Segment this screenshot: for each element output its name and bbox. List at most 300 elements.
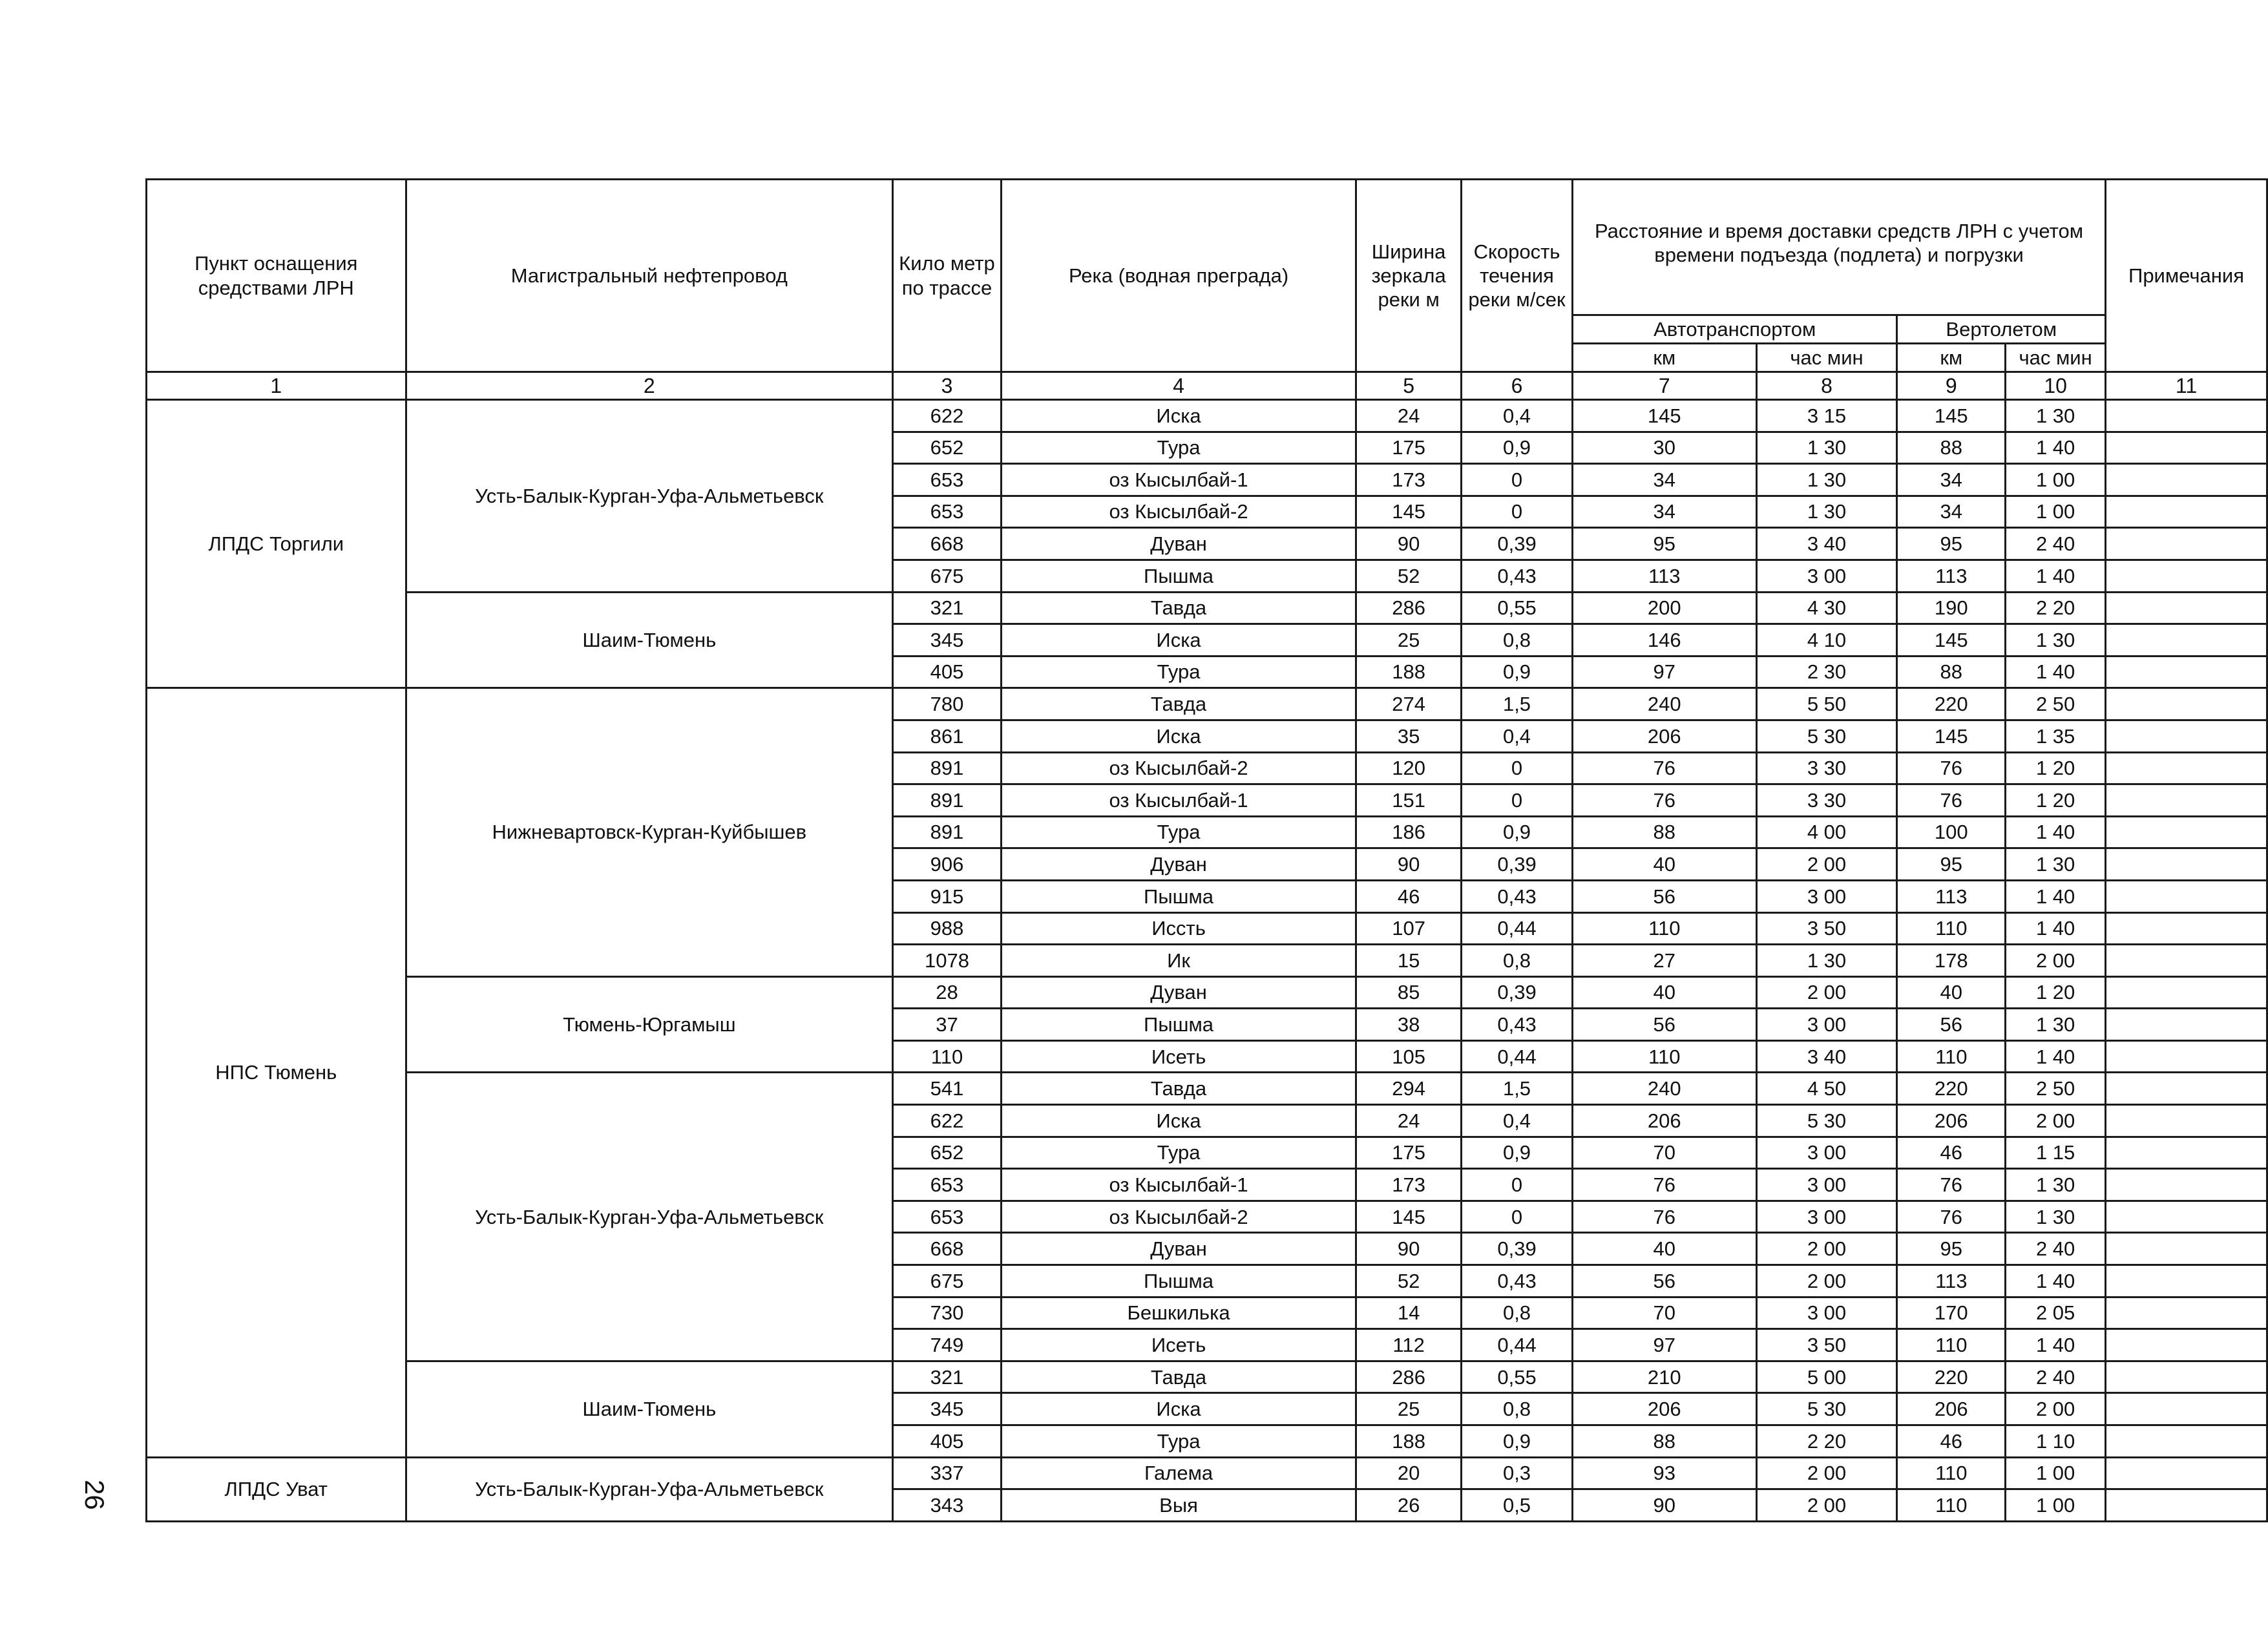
cell-auto-km: 88 bbox=[1572, 816, 1756, 848]
cell-river: Бешкилька bbox=[1001, 1297, 1356, 1329]
cell-speed: 0,43 bbox=[1462, 560, 1573, 592]
cell-pipeline: Шаим-Тюмень bbox=[406, 1361, 893, 1457]
cell-auto-time: 3 40 bbox=[1756, 1040, 1897, 1073]
cell-auto-km: 34 bbox=[1572, 496, 1756, 528]
cell-km: 652 bbox=[893, 432, 1002, 464]
cell-river: Исеть bbox=[1001, 1040, 1356, 1073]
cell-auto-time: 5 00 bbox=[1756, 1361, 1897, 1393]
cell-river: Дуван bbox=[1001, 976, 1356, 1009]
cell-heli-time: 2 00 bbox=[2006, 945, 2106, 977]
cell-auto-km: 93 bbox=[1572, 1457, 1756, 1489]
cell-river: Тавда bbox=[1001, 592, 1356, 624]
cell-auto-time: 2 00 bbox=[1756, 848, 1897, 881]
header-distance-group: Расстояние и время доставки средств ЛРН с учетом времени подъезда (подлета) и погрузки bbox=[1572, 180, 2105, 315]
cell-river: оз Кысылбай-2 bbox=[1001, 1201, 1356, 1233]
cell-speed: 0,9 bbox=[1462, 432, 1573, 464]
cell-auto-time: 1 30 bbox=[1756, 464, 1897, 496]
cell-pipeline: Усть-Балык-Курган-Уфа-Альметьевск bbox=[406, 400, 893, 593]
cell-heli-time: 2 50 bbox=[2006, 1073, 2106, 1105]
cell-km: 780 bbox=[893, 688, 1002, 720]
cell-heli-time: 1 35 bbox=[2006, 720, 2106, 752]
header-auto: Автотранспортом bbox=[1572, 315, 1896, 344]
cell-speed: 0,55 bbox=[1462, 592, 1573, 624]
cell-heli-time: 1 30 bbox=[2006, 1201, 2106, 1233]
cell-width: 24 bbox=[1356, 400, 1462, 432]
cell-heli-km: 145 bbox=[1897, 624, 2006, 656]
cell-heli-time: 1 40 bbox=[2006, 1040, 2106, 1073]
cell-notes bbox=[2106, 688, 2267, 720]
cell-auto-time: 1 30 bbox=[1756, 945, 1897, 977]
cell-auto-km: 34 bbox=[1572, 464, 1756, 496]
cell-width: 90 bbox=[1356, 848, 1462, 881]
header-point: Пункт оснащения средствами ЛРН bbox=[147, 180, 406, 372]
cell-heli-km: 95 bbox=[1897, 528, 2006, 560]
cell-heli-time: 1 40 bbox=[2006, 560, 2106, 592]
cell-km: 988 bbox=[893, 912, 1002, 945]
cell-width: 38 bbox=[1356, 1009, 1462, 1041]
cell-heli-km: 100 bbox=[1897, 816, 2006, 848]
cell-heli-time: 1 30 bbox=[2006, 624, 2106, 656]
cell-speed: 0,39 bbox=[1462, 528, 1573, 560]
cell-auto-time: 2 00 bbox=[1756, 1489, 1897, 1522]
cell-heli-km: 76 bbox=[1897, 784, 2006, 817]
cell-heli-time: 1 00 bbox=[2006, 1457, 2106, 1489]
cell-notes bbox=[2106, 848, 2267, 881]
cell-river: Иска bbox=[1001, 400, 1356, 432]
table-row bbox=[147, 592, 2267, 624]
cell-notes bbox=[2106, 1361, 2267, 1393]
column-number: 3 bbox=[893, 372, 1002, 400]
cell-heli-km: 46 bbox=[1897, 1137, 2006, 1169]
cell-notes bbox=[2106, 1009, 2267, 1041]
cell-width: 20 bbox=[1356, 1457, 1462, 1489]
cell-auto-km: 146 bbox=[1572, 624, 1756, 656]
cell-auto-km: 76 bbox=[1572, 1201, 1756, 1233]
cell-heli-km: 95 bbox=[1897, 848, 2006, 881]
column-number: 6 bbox=[1462, 372, 1573, 400]
cell-speed: 0,39 bbox=[1462, 1233, 1573, 1265]
cell-heli-km: 190 bbox=[1897, 592, 2006, 624]
cell-river: оз Кысылбай-1 bbox=[1001, 464, 1356, 496]
cell-km: 861 bbox=[893, 720, 1002, 752]
cell-km: 891 bbox=[893, 752, 1002, 784]
cell-auto-km: 40 bbox=[1572, 976, 1756, 1009]
cell-heli-km: 113 bbox=[1897, 880, 2006, 912]
cell-speed: 0,39 bbox=[1462, 848, 1573, 881]
cell-auto-km: 40 bbox=[1572, 848, 1756, 881]
cell-auto-km: 56 bbox=[1572, 880, 1756, 912]
cell-river: оз Кысылбай-2 bbox=[1001, 752, 1356, 784]
cell-heli-km: 56 bbox=[1897, 1009, 2006, 1041]
cell-width: 112 bbox=[1356, 1329, 1462, 1361]
cell-heli-km: 46 bbox=[1897, 1425, 2006, 1458]
column-number: 7 bbox=[1572, 372, 1756, 400]
cell-auto-time: 3 00 bbox=[1756, 880, 1897, 912]
cell-heli-time: 1 40 bbox=[2006, 432, 2106, 464]
oil-spill-response-table bbox=[145, 178, 2268, 1522]
cell-km: 622 bbox=[893, 400, 1002, 432]
cell-heli-km: 206 bbox=[1897, 1105, 2006, 1137]
cell-river: Тавда bbox=[1001, 1361, 1356, 1393]
cell-km: 1078 bbox=[893, 945, 1002, 977]
cell-heli-km: 113 bbox=[1897, 560, 2006, 592]
cell-notes bbox=[2106, 1040, 2267, 1073]
cell-km: 675 bbox=[893, 1265, 1002, 1297]
cell-heli-time: 1 40 bbox=[2006, 816, 2106, 848]
cell-auto-time: 3 00 bbox=[1756, 560, 1897, 592]
cell-auto-km: 30 bbox=[1572, 432, 1756, 464]
cell-auto-time: 1 30 bbox=[1756, 496, 1897, 528]
cell-width: 105 bbox=[1356, 1040, 1462, 1073]
cell-auto-time: 5 30 bbox=[1756, 1105, 1897, 1137]
cell-width: 145 bbox=[1356, 496, 1462, 528]
cell-km: 891 bbox=[893, 816, 1002, 848]
cell-heli-km: 110 bbox=[1897, 1329, 2006, 1361]
cell-auto-km: 97 bbox=[1572, 1329, 1756, 1361]
cell-notes bbox=[2106, 1169, 2267, 1201]
cell-width: 46 bbox=[1356, 880, 1462, 912]
cell-notes bbox=[2106, 496, 2267, 528]
cell-auto-time: 4 50 bbox=[1756, 1073, 1897, 1105]
header-heli-time: час мин bbox=[2006, 344, 2106, 372]
cell-width: 294 bbox=[1356, 1073, 1462, 1105]
column-number: 4 bbox=[1001, 372, 1356, 400]
cell-heli-km: 34 bbox=[1897, 464, 2006, 496]
cell-auto-km: 95 bbox=[1572, 528, 1756, 560]
cell-auto-time: 1 30 bbox=[1756, 432, 1897, 464]
column-number-row bbox=[147, 372, 2267, 400]
cell-river: Тура bbox=[1001, 432, 1356, 464]
table-row bbox=[147, 1361, 2267, 1393]
cell-heli-time: 1 40 bbox=[2006, 1265, 2106, 1297]
cell-speed: 0 bbox=[1462, 784, 1573, 817]
cell-river: Иссть bbox=[1001, 912, 1356, 945]
cell-heli-time: 1 20 bbox=[2006, 976, 2106, 1009]
cell-river: Тура bbox=[1001, 656, 1356, 688]
cell-km: 622 bbox=[893, 1105, 1002, 1137]
cell-heli-time: 2 40 bbox=[2006, 1233, 2106, 1265]
cell-notes bbox=[2106, 1425, 2267, 1458]
cell-notes bbox=[2106, 816, 2267, 848]
cell-km: 668 bbox=[893, 528, 1002, 560]
cell-notes bbox=[2106, 945, 2267, 977]
cell-width: 186 bbox=[1356, 816, 1462, 848]
cell-river: Иска bbox=[1001, 1393, 1356, 1425]
cell-speed: 0,9 bbox=[1462, 656, 1573, 688]
cell-notes bbox=[2106, 1233, 2267, 1265]
cell-speed: 0 bbox=[1462, 496, 1573, 528]
cell-speed: 0,39 bbox=[1462, 976, 1573, 1009]
cell-auto-km: 40 bbox=[1572, 1233, 1756, 1265]
cell-point: ЛПДС Уват bbox=[147, 1457, 406, 1521]
cell-heli-time: 2 20 bbox=[2006, 592, 2106, 624]
cell-heli-time: 1 15 bbox=[2006, 1137, 2106, 1169]
cell-notes bbox=[2106, 656, 2267, 688]
cell-heli-time: 2 40 bbox=[2006, 528, 2106, 560]
cell-km: 653 bbox=[893, 1169, 1002, 1201]
cell-width: 188 bbox=[1356, 656, 1462, 688]
cell-river: Выя bbox=[1001, 1489, 1356, 1522]
cell-km: 541 bbox=[893, 1073, 1002, 1105]
cell-speed: 0,4 bbox=[1462, 400, 1573, 432]
cell-notes bbox=[2106, 976, 2267, 1009]
cell-speed: 0 bbox=[1462, 1169, 1573, 1201]
cell-river: Дуван bbox=[1001, 848, 1356, 881]
cell-river: Тавда bbox=[1001, 688, 1356, 720]
cell-notes bbox=[2106, 1457, 2267, 1489]
cell-heli-time: 1 40 bbox=[2006, 1329, 2106, 1361]
cell-width: 274 bbox=[1356, 688, 1462, 720]
cell-heli-time: 1 30 bbox=[2006, 1009, 2106, 1041]
cell-notes bbox=[2106, 432, 2267, 464]
cell-width: 52 bbox=[1356, 1265, 1462, 1297]
cell-km: 906 bbox=[893, 848, 1002, 881]
cell-heli-km: 145 bbox=[1897, 400, 2006, 432]
cell-river: Галема bbox=[1001, 1457, 1356, 1489]
cell-speed: 0,43 bbox=[1462, 1009, 1573, 1041]
cell-speed: 0,4 bbox=[1462, 1105, 1573, 1137]
header-pipeline: Магистральный нефтепровод bbox=[406, 180, 893, 372]
cell-width: 26 bbox=[1356, 1489, 1462, 1522]
cell-auto-time: 3 00 bbox=[1756, 1137, 1897, 1169]
cell-auto-km: 240 bbox=[1572, 688, 1756, 720]
cell-width: 90 bbox=[1356, 528, 1462, 560]
cell-width: 175 bbox=[1356, 1137, 1462, 1169]
column-number: 8 bbox=[1756, 372, 1897, 400]
cell-notes bbox=[2106, 400, 2267, 432]
cell-speed: 0,8 bbox=[1462, 624, 1573, 656]
cell-heli-time: 2 05 bbox=[2006, 1297, 2106, 1329]
cell-river: Исеть bbox=[1001, 1329, 1356, 1361]
cell-heli-km: 170 bbox=[1897, 1297, 2006, 1329]
cell-river: Дуван bbox=[1001, 528, 1356, 560]
cell-width: 286 bbox=[1356, 1361, 1462, 1393]
cell-auto-km: 110 bbox=[1572, 912, 1756, 945]
cell-auto-time: 3 30 bbox=[1756, 752, 1897, 784]
cell-km: 343 bbox=[893, 1489, 1002, 1522]
cell-river: Пышма bbox=[1001, 1009, 1356, 1041]
cell-km: 37 bbox=[893, 1009, 1002, 1041]
cell-auto-time: 3 00 bbox=[1756, 1201, 1897, 1233]
cell-heli-time: 1 00 bbox=[2006, 1489, 2106, 1522]
cell-heli-km: 88 bbox=[1897, 432, 2006, 464]
cell-notes bbox=[2106, 1105, 2267, 1137]
cell-river: оз Кысылбай-1 bbox=[1001, 784, 1356, 817]
cell-km: 891 bbox=[893, 784, 1002, 817]
cell-heli-time: 1 40 bbox=[2006, 656, 2106, 688]
cell-speed: 0 bbox=[1462, 1201, 1573, 1233]
cell-km: 653 bbox=[893, 1201, 1002, 1233]
cell-speed: 0,4 bbox=[1462, 720, 1573, 752]
cell-auto-time: 3 00 bbox=[1756, 1169, 1897, 1201]
cell-notes bbox=[2106, 1329, 2267, 1361]
cell-pipeline: Тюмень-Юргамыш bbox=[406, 976, 893, 1073]
cell-width: 188 bbox=[1356, 1425, 1462, 1458]
cell-km: 345 bbox=[893, 624, 1002, 656]
cell-heli-time: 2 00 bbox=[2006, 1393, 2106, 1425]
cell-auto-time: 4 00 bbox=[1756, 816, 1897, 848]
header-auto-time: час мин bbox=[1756, 344, 1897, 372]
cell-km: 110 bbox=[893, 1040, 1002, 1073]
cell-auto-time: 3 50 bbox=[1756, 912, 1897, 945]
cell-river: Тура bbox=[1001, 1137, 1356, 1169]
cell-auto-km: 56 bbox=[1572, 1009, 1756, 1041]
cell-auto-km: 206 bbox=[1572, 1393, 1756, 1425]
cell-river: оз Кысылбай-2 bbox=[1001, 496, 1356, 528]
header-notes: Примечания bbox=[2106, 180, 2267, 372]
header-heli-km: км bbox=[1897, 344, 2006, 372]
cell-width: 90 bbox=[1356, 1233, 1462, 1265]
cell-river: оз Кысылбай-1 bbox=[1001, 1169, 1356, 1201]
cell-heli-km: 76 bbox=[1897, 752, 2006, 784]
header-width: Ширина зеркала реки м bbox=[1356, 180, 1462, 372]
cell-width: 175 bbox=[1356, 432, 1462, 464]
cell-speed: 0,55 bbox=[1462, 1361, 1573, 1393]
table-row bbox=[147, 400, 2267, 432]
cell-river: Пышма bbox=[1001, 560, 1356, 592]
cell-km: 405 bbox=[893, 1425, 1002, 1458]
cell-speed: 0,8 bbox=[1462, 1297, 1573, 1329]
table-row bbox=[147, 688, 2267, 720]
cell-auto-time: 2 00 bbox=[1756, 1265, 1897, 1297]
cell-auto-time: 4 10 bbox=[1756, 624, 1897, 656]
cell-km: 28 bbox=[893, 976, 1002, 1009]
cell-auto-time: 4 30 bbox=[1756, 592, 1897, 624]
cell-heli-km: 95 bbox=[1897, 1233, 2006, 1265]
cell-auto-km: 113 bbox=[1572, 560, 1756, 592]
cell-auto-km: 206 bbox=[1572, 720, 1756, 752]
cell-river: Иска bbox=[1001, 720, 1356, 752]
cell-auto-time: 3 30 bbox=[1756, 784, 1897, 817]
cell-heli-time: 1 20 bbox=[2006, 784, 2106, 817]
cell-width: 173 bbox=[1356, 1169, 1462, 1201]
cell-river: Иска bbox=[1001, 624, 1356, 656]
cell-auto-km: 76 bbox=[1572, 752, 1756, 784]
cell-notes bbox=[2106, 752, 2267, 784]
cell-river: Пышма bbox=[1001, 1265, 1356, 1297]
cell-heli-km: 206 bbox=[1897, 1393, 2006, 1425]
cell-notes bbox=[2106, 1489, 2267, 1522]
cell-width: 25 bbox=[1356, 624, 1462, 656]
header-auto-km: км bbox=[1572, 344, 1756, 372]
cell-heli-km: 220 bbox=[1897, 1361, 2006, 1393]
column-number: 1 bbox=[147, 372, 406, 400]
cell-auto-time: 5 30 bbox=[1756, 1393, 1897, 1425]
cell-auto-km: 76 bbox=[1572, 1169, 1756, 1201]
header-river: Река (водная преграда) bbox=[1001, 180, 1356, 372]
cell-speed: 0,8 bbox=[1462, 1393, 1573, 1425]
cell-river: Ик bbox=[1001, 945, 1356, 977]
cell-km: 652 bbox=[893, 1137, 1002, 1169]
cell-notes bbox=[2106, 528, 2267, 560]
cell-width: 120 bbox=[1356, 752, 1462, 784]
cell-speed: 0,3 bbox=[1462, 1457, 1573, 1489]
cell-km: 749 bbox=[893, 1329, 1002, 1361]
cell-width: 286 bbox=[1356, 592, 1462, 624]
cell-width: 145 bbox=[1356, 1201, 1462, 1233]
cell-width: 14 bbox=[1356, 1297, 1462, 1329]
cell-river: Тура bbox=[1001, 1425, 1356, 1458]
cell-notes bbox=[2106, 1265, 2267, 1297]
cell-width: 15 bbox=[1356, 945, 1462, 977]
cell-heli-km: 110 bbox=[1897, 912, 2006, 945]
cell-notes bbox=[2106, 560, 2267, 592]
cell-auto-km: 90 bbox=[1572, 1489, 1756, 1522]
cell-notes bbox=[2106, 624, 2267, 656]
cell-km: 337 bbox=[893, 1457, 1002, 1489]
cell-notes bbox=[2106, 784, 2267, 817]
table-body bbox=[147, 400, 2267, 1522]
cell-heli-time: 1 10 bbox=[2006, 1425, 2106, 1458]
cell-point: НПС Тюмень bbox=[147, 688, 406, 1457]
cell-speed: 1,5 bbox=[1462, 688, 1573, 720]
column-number: 10 bbox=[2006, 372, 2106, 400]
cell-auto-km: 200 bbox=[1572, 592, 1756, 624]
cell-auto-km: 88 bbox=[1572, 1425, 1756, 1458]
column-number: 2 bbox=[406, 372, 893, 400]
cell-width: 173 bbox=[1356, 464, 1462, 496]
cell-speed: 0,44 bbox=[1462, 1329, 1573, 1361]
cell-point: ЛПДС Торгили bbox=[147, 400, 406, 688]
table-row bbox=[147, 1073, 2267, 1105]
cell-km: 675 bbox=[893, 560, 1002, 592]
cell-auto-km: 97 bbox=[1572, 656, 1756, 688]
cell-heli-km: 110 bbox=[1897, 1040, 2006, 1073]
cell-heli-km: 110 bbox=[1897, 1489, 2006, 1522]
cell-heli-time: 1 00 bbox=[2006, 496, 2106, 528]
cell-auto-time: 2 00 bbox=[1756, 1457, 1897, 1489]
cell-heli-time: 1 00 bbox=[2006, 464, 2106, 496]
cell-heli-km: 113 bbox=[1897, 1265, 2006, 1297]
cell-km: 668 bbox=[893, 1233, 1002, 1265]
cell-km: 653 bbox=[893, 464, 1002, 496]
cell-auto-time: 2 00 bbox=[1756, 976, 1897, 1009]
cell-speed: 0 bbox=[1462, 752, 1573, 784]
cell-pipeline: Нижневартовск-Курган-Куйбышев bbox=[406, 688, 893, 976]
cell-width: 52 bbox=[1356, 560, 1462, 592]
cell-width: 85 bbox=[1356, 976, 1462, 1009]
cell-km: 915 bbox=[893, 880, 1002, 912]
cell-heli-time: 2 00 bbox=[2006, 1105, 2106, 1137]
cell-heli-time: 1 40 bbox=[2006, 912, 2106, 945]
cell-auto-time: 3 50 bbox=[1756, 1329, 1897, 1361]
cell-auto-time: 3 00 bbox=[1756, 1009, 1897, 1041]
cell-notes bbox=[2106, 1137, 2267, 1169]
cell-auto-time: 3 15 bbox=[1756, 400, 1897, 432]
cell-auto-km: 110 bbox=[1572, 1040, 1756, 1073]
cell-speed: 0,9 bbox=[1462, 1137, 1573, 1169]
cell-heli-km: 34 bbox=[1897, 496, 2006, 528]
cell-speed: 0,5 bbox=[1462, 1489, 1573, 1522]
cell-river: Пышма bbox=[1001, 880, 1356, 912]
cell-notes bbox=[2106, 1073, 2267, 1105]
cell-auto-time: 3 00 bbox=[1756, 1297, 1897, 1329]
cell-speed: 0,44 bbox=[1462, 912, 1573, 945]
cell-auto-km: 56 bbox=[1572, 1265, 1756, 1297]
cell-heli-time: 1 30 bbox=[2006, 848, 2106, 881]
cell-speed: 0,9 bbox=[1462, 1425, 1573, 1458]
table-row bbox=[147, 1457, 2267, 1489]
cell-width: 24 bbox=[1356, 1105, 1462, 1137]
cell-speed: 0,43 bbox=[1462, 880, 1573, 912]
cell-auto-km: 210 bbox=[1572, 1361, 1756, 1393]
cell-auto-km: 76 bbox=[1572, 784, 1756, 817]
cell-heli-km: 178 bbox=[1897, 945, 2006, 977]
cell-auto-time: 2 00 bbox=[1756, 1233, 1897, 1265]
cell-river: Иска bbox=[1001, 1105, 1356, 1137]
cell-km: 405 bbox=[893, 656, 1002, 688]
cell-heli-time: 1 30 bbox=[2006, 400, 2106, 432]
